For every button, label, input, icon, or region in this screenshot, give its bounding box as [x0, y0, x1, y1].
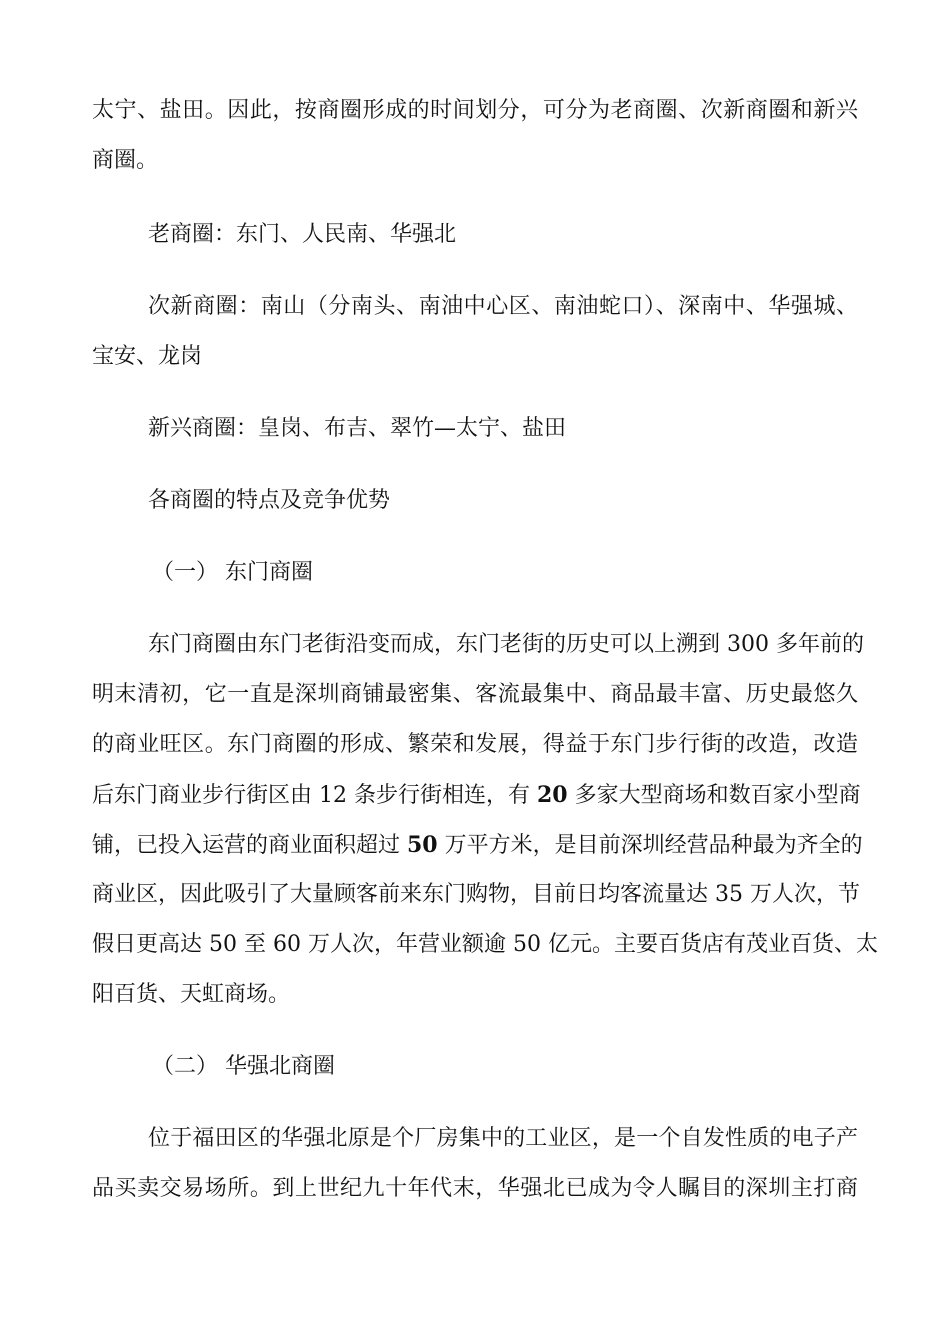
dongmen-line-3: 的商业旺区。东门商圈的形成、繁荣和发展，得益于东门步行街的改造，改造	[92, 732, 858, 757]
dongmen-line-1: 东门商圈由东门老街沿变而成，东门老街的历史可以上溯到 300 多年前的	[148, 632, 864, 657]
heading-dongmen: （一） 东门商圈	[152, 560, 313, 585]
dongmen-line-4	[92, 780, 861, 810]
dongmen-line-5	[92, 830, 863, 860]
emerging-circles-line: 新兴商圈：皇岗、布吉、翠竹—太宁、盐田	[148, 416, 567, 441]
dongmen-line-4-part-b: 多家大型商场和数百家小型商	[567, 783, 861, 808]
section-title: 各商圈的特点及竞争优势	[148, 488, 391, 513]
intro-line-2: 商圈。	[92, 148, 159, 173]
old-circles-line: 老商圈：东门、人民南、华强北	[148, 222, 457, 247]
dongmen-line-5-part-a: 铺，已投入运营的商业面积超过	[92, 833, 407, 858]
dongmen-line-8: 阳百货、天虹商场。	[92, 982, 291, 1007]
second-new-circles-line-1: 次新商圈：南山（分南头、南油中心区、南油蛇口）、深南中、华强城、	[148, 294, 858, 319]
heading-huaqiangbei: （二） 华强北商圈	[152, 1054, 335, 1079]
dongmen-line-2: 明末清初，它一直是深圳商铺最密集、客流最集中、商品最丰富、历史最悠久	[92, 682, 858, 707]
huaqiang-line-1: 位于福田区的华强北原是个厂房集中的工业区，是一个自发性质的电子产	[148, 1126, 858, 1151]
dongmen-line-5-bold-number: 50	[407, 832, 438, 858]
intro-line-1: 太宁、盐田。因此，按商圈形成的时间划分，可分为老商圈、次新商圈和新兴	[92, 98, 858, 123]
second-new-circles-line-2: 宝安、龙岗	[92, 344, 203, 369]
dongmen-line-4-part-a: 后东门商业步行街区由 12 条步行街相连，有	[92, 783, 537, 808]
dongmen-line-4-bold-number: 20	[536, 782, 568, 808]
huaqiang-line-2: 品买卖交易场所。到上世纪九十年代末，华强北已成为令人瞩目的深圳主打商	[92, 1176, 858, 1201]
dongmen-line-5-part-b: 万平方米，是目前深圳经营品种最为齐全的	[437, 833, 863, 858]
dongmen-line-6: 商业区，因此吸引了大量顾客前来东门购物，目前日均客流量达 35 万人次，节	[92, 882, 860, 907]
dongmen-line-7: 假日更高达 50 至 60 万人次，年营业额逾 50 亿元。主要百货店有茂业百货、太	[92, 932, 878, 957]
